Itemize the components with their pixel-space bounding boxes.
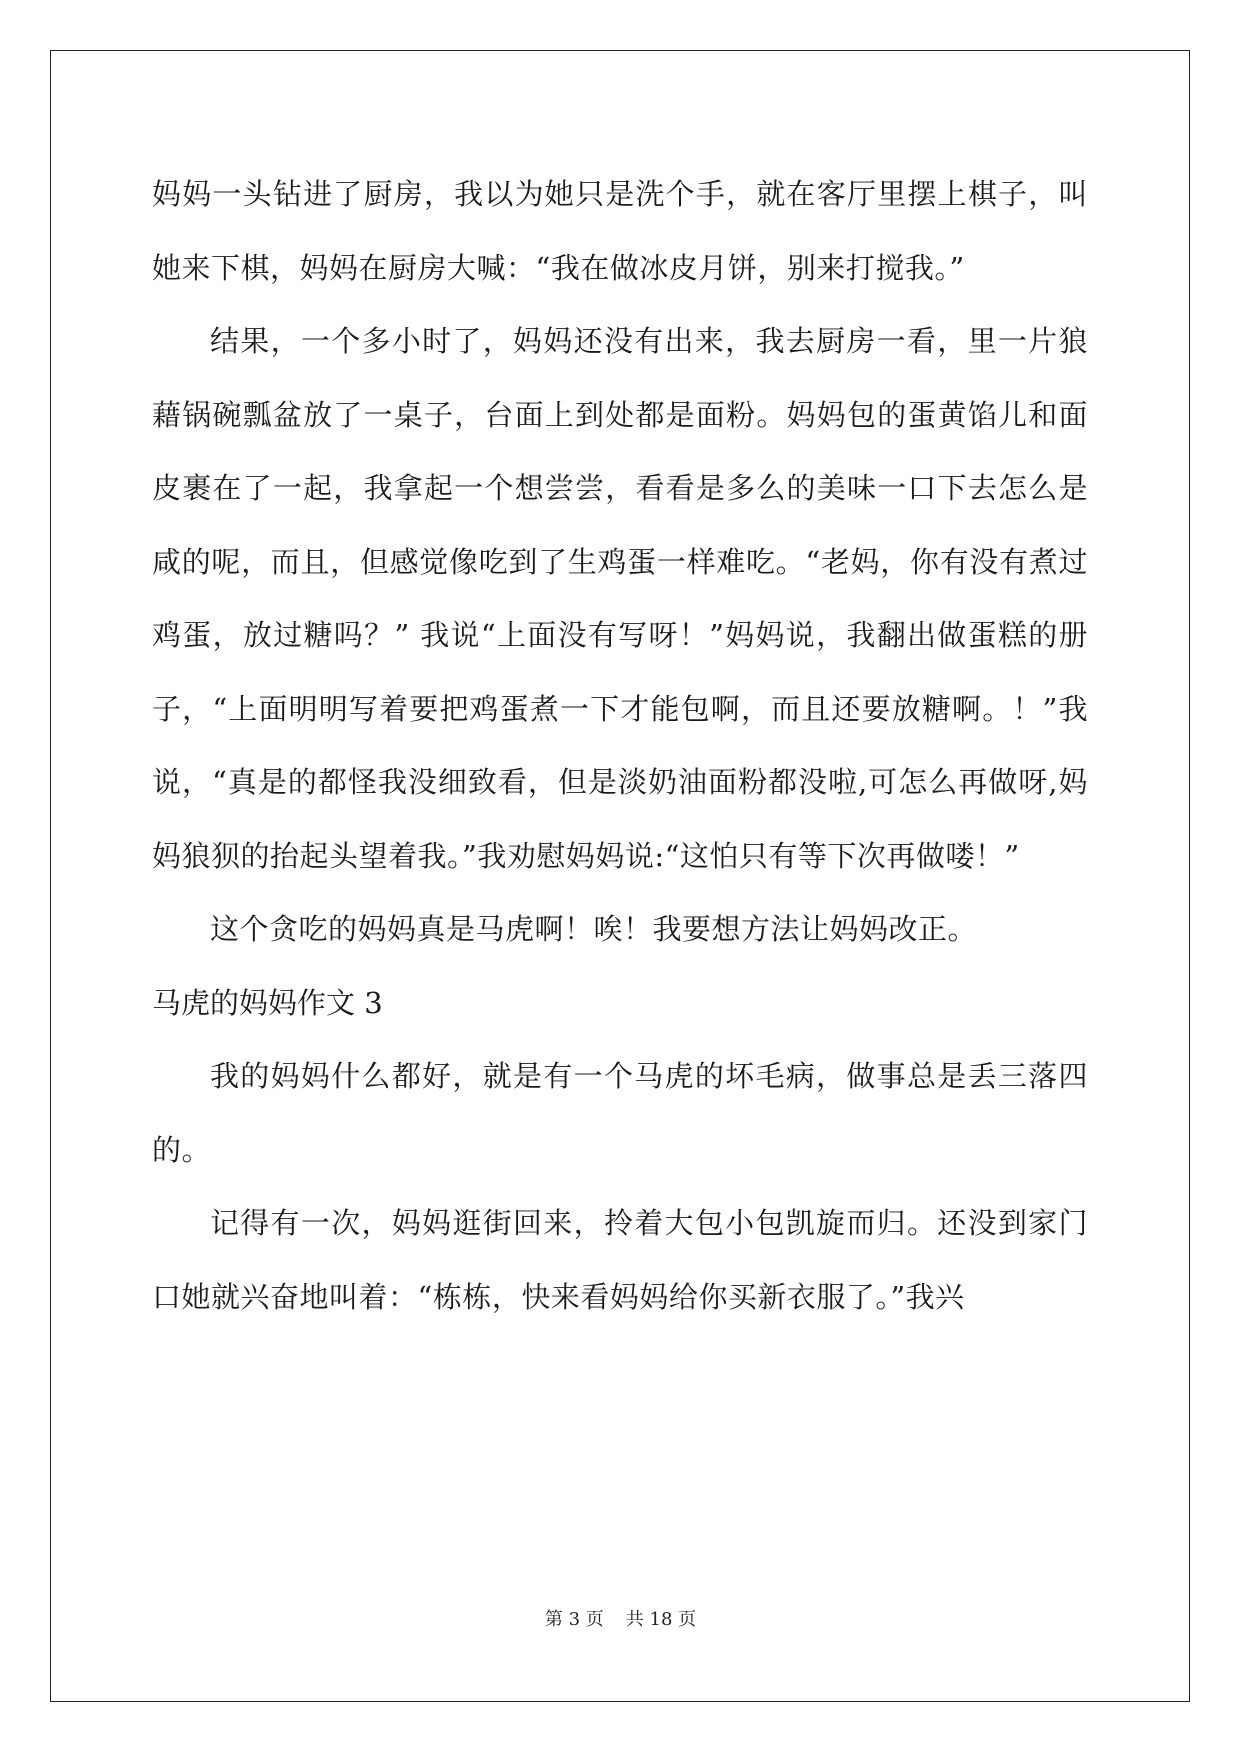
paragraph-4: 我的妈妈什么都好，就是有一个马虎的坏毛病，做事总是丢三落四的。 (152, 1059, 1088, 1167)
paragraph-1: 妈妈一头钻进了厨房，我以为她只是洗个手，就在客厅里摆上棋子，叫她来下棋，妈妈在厨房大喊：“我在做冰皮月饼，别来打搅我。” (152, 177, 1088, 285)
paragraph-2: 结果，一个多小时了，妈妈还没有出来，我去厨房一看，里一片狼藉锅碗瓢盆放了一桌子，台面上到处都是面粉。妈妈包的蛋黄馅儿和面皮裹在了一起，我拿起一个想尝尝，看看是多么的美味一口下去怎么是咸的呢，而且，但感觉像吃到了生鸡蛋一样难吃。“老妈，你有没有煮过鸡蛋，放过糖吗？” 我说“上面没有写呀！”妈妈说，我翻出做蛋糕的册子，“上面明明写着要把鸡蛋煮一下才能包啊，而且还要放糖啊。！”我说，“真是的都怪我没细致看，但是淡奶油面粉都没啦,可怎么再做呀,妈妈狼狈的抬起头望着我。”我劝慰妈妈说:“这怕只有等下次再做喽！” (152, 324, 1088, 873)
page-number: 第 3 页 (544, 1609, 604, 1630)
page-footer (0, 1605, 1241, 1631)
page-total: 共 18 页 (625, 1609, 697, 1630)
document-body (152, 158, 1088, 1334)
paragraph-5: 记得有一次，妈妈逛街回来，拎着大包小包凯旋而归。还没到家门口她就兴奋地叫着：“栋栋，快来看妈妈给你买新衣服了。”我兴 (152, 1206, 1088, 1314)
paragraph-3: 这个贪吃的妈妈真是马虎啊！唉！我要想方法让妈妈改正。 (210, 912, 978, 946)
section-heading: 马虎的妈妈作文 3 (152, 985, 383, 1020)
